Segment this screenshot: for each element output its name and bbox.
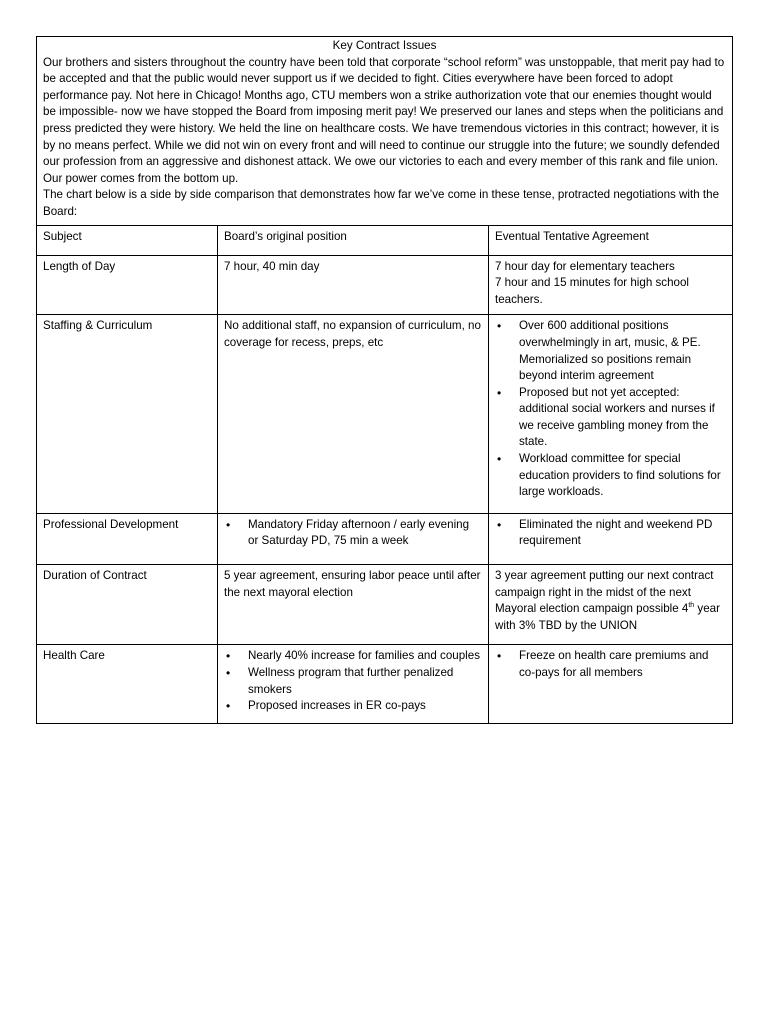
bullet-item: • Nearly 40% increase for families and couples	[248, 648, 482, 665]
header-board-position: Board’s original position	[218, 225, 489, 255]
table-header-row	[37, 225, 733, 255]
row-subject: Staffing & Curriculum	[37, 315, 218, 514]
document-title: Key Contract Issues	[332, 39, 437, 52]
table-row	[37, 255, 733, 315]
intro-paragraph: Our brothers and sisters throughout the country have been told that corporate “school reform” was unstoppable, that merit pay had to be accepted and that the public would never support us if we decided to fight. Cities everywhere have been forced to adopt performance pay. Not here in Chicago! Months ago, CTU members won a strike authorization vote that our enemies thought would be impossible- now we have stopped the Board from imposing merit pay! We preserved our lanes and steps when the politicians and press predicted they were history. We held the line on healthcare costs. We have tremendous victories in this contract; however, it is by no means perfect. While we did not win on every front and will need to continue our struggle into the future; we soundly defended our profession from an aggressive and dishonest attack. We owe our victories to each and every member of this rank and file union. Our power comes from the bottom up.	[43, 55, 725, 185]
row-board-position	[218, 645, 489, 723]
row-agreement	[489, 255, 733, 315]
row-subject: Professional Development	[37, 513, 218, 564]
bullet-item: • Over 600 additional positions overwhelmingly in art, music, & PE. Memorialized so positions remain beyond interim agreement	[519, 318, 726, 384]
contract-table	[36, 36, 733, 724]
row-board-position: 5 year agreement, ensuring labor peace until after the next mayoral election	[218, 565, 489, 645]
bullet-item: • Mandatory Friday afternoon / early evening or Saturday PD, 75 min a week	[248, 517, 482, 550]
table-row	[37, 565, 733, 645]
bullet-item: • Proposed but not yet accepted: additional social workers and nurses if we receive gambling money from the state.	[519, 385, 726, 451]
agreement-bullet-list	[495, 648, 726, 681]
bullet-item: • Eliminated the night and weekend PD requirement	[519, 517, 726, 550]
agreement-line: 7 hour day for elementary teachers	[495, 259, 675, 273]
row-agreement	[489, 645, 733, 723]
agreement-bullet-list	[495, 517, 726, 550]
bullet-item: • Proposed increases in ER co-pays	[248, 698, 482, 715]
bullet-item: • Workload committee for special education providers to find solutions for large workloads.	[519, 451, 726, 501]
bullet-item: • Wellness program that further penalized smokers	[248, 665, 482, 698]
header-subject: Subject	[37, 225, 218, 255]
row-subject: Duration of Contract	[37, 565, 218, 645]
row-agreement	[489, 513, 733, 564]
agreement-text: 3 year agreement putting our next contract campaign right in the midst of the next Mayoral election campaign possible 4	[495, 569, 714, 616]
agreement-line: 7 hour and 15 minutes for high school teachers.	[495, 276, 689, 306]
row-board-position	[218, 513, 489, 564]
row-board-position: No additional staff, no expansion of curriculum, no coverage for recess, preps, etc	[218, 315, 489, 514]
intro-paragraph: The chart below is a side by side comparison that demonstrates how far we’ve come in these tense, protracted negotiations with the Board:	[43, 188, 720, 218]
row-agreement	[489, 315, 733, 514]
board-bullet-list	[224, 517, 482, 550]
header-tentative-agreement: Eventual Tentative Agreement	[489, 225, 733, 255]
ordinal-suffix: th	[688, 602, 695, 610]
row-subject: Health Care	[37, 645, 218, 723]
intro-row	[37, 37, 733, 226]
row-agreement	[489, 565, 733, 645]
bullet-item: • Freeze on health care premiums and co-pays for all members	[519, 648, 726, 681]
row-board-position: 7 hour, 40 min day	[218, 255, 489, 315]
document-page	[36, 36, 732, 724]
intro-cell	[37, 37, 733, 226]
table-row	[37, 513, 733, 564]
board-bullet-list	[224, 648, 482, 714]
table-row	[37, 645, 733, 723]
row-subject: Length of Day	[37, 255, 218, 315]
agreement-bullet-list	[495, 318, 726, 501]
table-row	[37, 315, 733, 514]
agreement-text-tail: year with 3% TBD by the UNION	[495, 602, 720, 632]
